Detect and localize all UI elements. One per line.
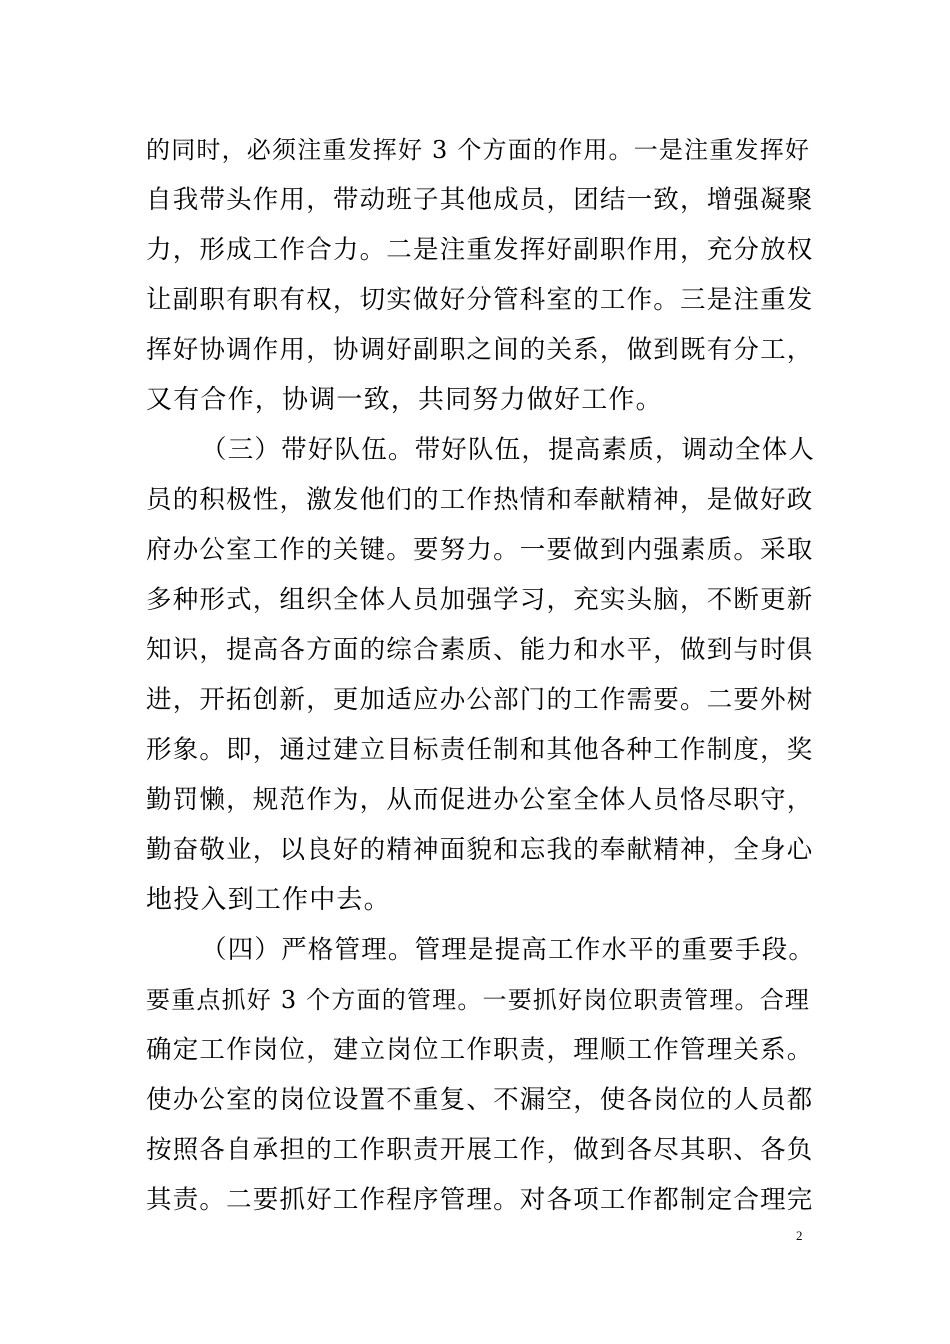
text-line: 府办公室工作的关键。要努力。一要做到内强素质。采取 bbox=[146, 535, 814, 565]
page-number: 2 bbox=[796, 1228, 803, 1243]
text-line: 勤罚懒，规范作为，从而促进办公室全体人员恪尽职守， bbox=[146, 785, 814, 815]
text-line: 挥好协调作用，协调好副职之间的关系，做到既有分工， bbox=[146, 335, 814, 365]
text-line: 确定工作岗位，建立岗位工作职责，理顺工作管理关系。 bbox=[146, 1035, 814, 1065]
text-line: 的同时，必须注重发挥好 3 个方面的作用。一是注重发挥好 bbox=[146, 136, 811, 164]
text-line: 形象。即，通过建立目标责任制和其他各种工作制度，奖 bbox=[146, 735, 814, 765]
text-line: 要重点抓好 3 个方面的管理。一要抓好岗位职责管理。合理 bbox=[146, 986, 811, 1014]
section-heading-line: （三）带好队伍。带好队伍，提高素质，调动全体人 bbox=[201, 435, 816, 465]
text-line: 使办公室的岗位设置不重复、不漏空，使各岗位的人员都 bbox=[146, 1085, 814, 1115]
section-heading-line: （四）严格管理。管理是提高工作水平的重要手段。 bbox=[201, 935, 816, 965]
text-line: 自我带头作用，带动班子其他成员，团结一致，增强凝聚 bbox=[146, 185, 814, 215]
text-line: 勤奋敬业，以良好的精神面貌和忘我的奉献精神，全身心 bbox=[146, 835, 814, 865]
text-line: 地投入到工作中去。 bbox=[146, 885, 391, 915]
text-line: 让副职有职有权，切实做好分管科室的工作。三是注重发 bbox=[146, 285, 814, 315]
text-line: 又有合作，协调一致，共同努力做好工作。 bbox=[146, 385, 663, 415]
text-line: 员的积极性，激发他们的工作热情和奉献精神，是做好政 bbox=[146, 485, 814, 515]
text-line: 进，开拓创新，更加适应办公部门的工作需要。二要外树 bbox=[146, 685, 814, 715]
text-line: 按照各自承担的工作职责开展工作，做到各尽其职、各负 bbox=[146, 1135, 814, 1165]
text-line: 知识，提高各方面的综合素质、能力和水平，做到与时俱 bbox=[146, 635, 814, 665]
text-line: 力，形成工作合力。二是注重发挥好副职作用，充分放权 bbox=[146, 235, 814, 265]
text-line: 多种形式，组织全体人员加强学习，充实头脑，不断更新 bbox=[146, 585, 814, 615]
text-line: 其责。二要抓好工作程序管理。对各项工作都制定合理完 bbox=[146, 1185, 814, 1215]
